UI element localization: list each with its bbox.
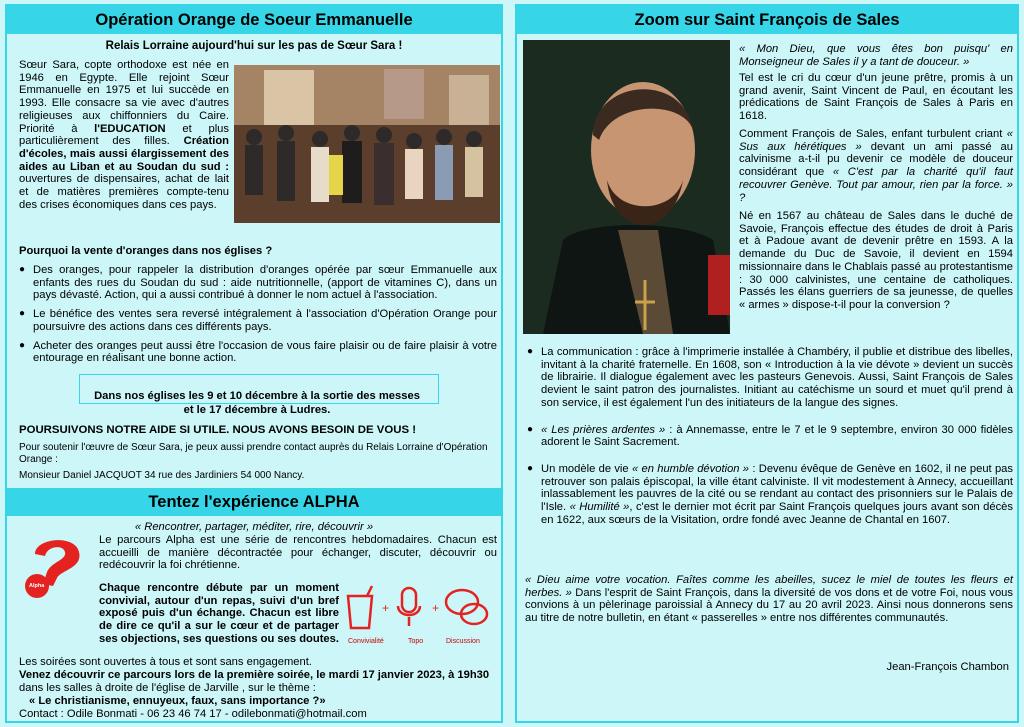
- sara-intro: [19, 59, 229, 211]
- alpha-para-1: Le parcours Alpha est une série de rencontres hebdomadaires. Chacun est accueilli de manière décontractée pour échanger, discuter, découvrir ou redécouvrir la foi chrétienne.: [99, 534, 497, 572]
- closing-para: [525, 574, 1013, 625]
- dates-line-2: et le 17 décembre à Ludres.: [183, 404, 331, 416]
- prayers-quote: « Les prières ardentes »: [541, 423, 666, 436]
- orange-title: Opération Orange de Soeur Emmanuelle: [7, 6, 501, 34]
- support-text: Pour soutenir l'œuvre de Sœur Sara, je peux aussi prendre contact auprès du Relais Lorraine d'Opération Orange :: [19, 442, 488, 465]
- orange-bullets: [17, 264, 497, 365]
- intro-text-3: et plus particulièrement des filles.: [19, 122, 229, 148]
- icon-label-1: Convivialité: [348, 638, 384, 645]
- microphone-icon: [402, 588, 416, 612]
- model-text-c: : Devenu évêque de Genève en 1602, il ne peut pas retrouver son palais épiscopal, la ville étant calviniste. Il vit modestement à Annecy, accueillant inlassablement les pauvres de la cité ou se rendant au contact des prisonniers sur le Palais de l'Isle.: [541, 462, 1013, 514]
- dates-line-1: Dans nos églises les 9 et 10 décembre à la sortie des messes: [94, 390, 420, 402]
- intro-education: l'EDUCATION: [94, 122, 166, 135]
- zoom-para-1: Tel est le cri du cœur d'un jeune prêtre, promis à un grand avenir, Saint Vincent de Paul, en écoutant les prédications de Saint François de Sales à Paris en 1618.: [739, 72, 1013, 123]
- bullet-model-life: [525, 463, 1013, 527]
- model-text-e: , c'est le dernier mot écrit par Saint François quelques jours avant son décès en 1622, aux sœurs de la Visitation, ordre fondé avec Jeanne de Chantal en 1607.: [541, 501, 1013, 526]
- vincent-quote: « Mon Dieu, que vous êtes bon puisqu' en Monseigneur de Sales il y a tant de douceur. »: [739, 43, 1013, 68]
- bullet-item: ● Le bénéfice des ventes sera reversé intégralement à l'association d'Opération Orange pour poursuivre des actions dans ces différents pays.: [17, 308, 497, 333]
- zoom-para-2: [739, 128, 1013, 204]
- zoom-bullets: [525, 346, 1013, 526]
- alpha-logo: [21, 534, 89, 600]
- saint-portrait: [523, 40, 730, 334]
- alpha-icons: [342, 584, 492, 650]
- alpha-contact: Contact : Odile Bonmati - 06 23 46 74 17 - odilebonmati@hotmail.com: [19, 708, 367, 720]
- left-column: [5, 4, 503, 723]
- call-to-action: POURSUIVONS NOTRE AIDE SI UTILE. NOUS AVONS BESOIN DE VOUS !: [19, 424, 417, 436]
- model-quote-devotion: « en humble dévotion »: [631, 462, 750, 475]
- contact-text: Monsieur Daniel JACQUOT 34 rue des Jardiniers 54 000 Nancy.: [19, 470, 305, 481]
- alpha-logo-icon: [21, 534, 89, 600]
- svg-text:+: +: [432, 601, 440, 615]
- alpha-icons-graphic: [342, 584, 492, 636]
- model-quote-humility: « Humilité »: [569, 501, 630, 514]
- alpha-quote: « Rencontrer, partager, méditer, rire, découvrir »: [134, 521, 374, 533]
- p2-text-c: devant un ami passé au calvinisme a-t-il pu devenir ce modèle de douceur considérant que: [739, 140, 1013, 179]
- cup-icon: [348, 596, 372, 628]
- alpha-para-2: Chaque rencontre débute par un moment convivial, autour d'un repas, suivi d'un bref exposé puis d'un échange. Chacun est libre de dire ce qu'il a sur le cœur et de partager ses objections, ses questions ou ses doutes.: [99, 582, 339, 645]
- bullet-item: ● Des oranges, pour rappeler la distribution d'oranges opérée par sœur Emmanuelle aux enfants des rues du Soudan du sud : aide nutritionnelle, (apport de vitamines C), dans un pays dévasté. Action, qui a aussi contribué à donner le nom actuel à l'association.: [17, 264, 497, 302]
- saint-portrait-image: [523, 40, 730, 334]
- right-column: [515, 4, 1019, 723]
- prayers-text: : à Annemasse, entre le 7 et le 9 septembre, environ 30 000 fidèles adorent le Saint Sacrement.: [541, 423, 1013, 449]
- alpha-location: dans les salles à droite de l'église de Jarville , sur le thème :: [19, 681, 316, 694]
- alpha-para-4: [19, 669, 499, 694]
- zoom-para-3: Né en 1567 au château de Sales dans le duché de Savoie, François effectue des études de droit à Paris et à Padoue avant de devenir prêtre en 1593. A la demande du Duc de Savoie, il devient en 1594 missionnaire dans le Chablais passé au protestantisme : 30 000 calvinistes, une centaine de catholiques. Passés les élans guerriers de sa jeunesse, de quelles « armes » dispose-t-il pour la conversion ?: [739, 210, 1013, 311]
- p2-text-a: Comment François de Sales, enfant turbulent criant: [739, 128, 1007, 140]
- alpha-logo-text: Alpha: [29, 583, 45, 589]
- bees-quote: « Dieu aime votre vocation. Faîtes comme les abeilles, sucez le miel de toutes les fleurs et herbes. »: [525, 574, 1013, 599]
- alpha-date: Venez découvrir ce parcours lors de la première soirée, le mardi 17 janvier 2023, à 19h30: [19, 669, 490, 681]
- zoom-title: Zoom sur Saint François de Sales: [517, 6, 1017, 34]
- pilgrimage-text: Dans l'esprit de Saint François, dans la diversité de vos dons et de votre Foi, nous vous convions à un pèlerinage paroissial à Annecy du 17 au 20 avril 2023. Ainsi nous donnerons sens au titre de notre bulletin, en étant « passerelles » entre nos différentes communautés.: [525, 586, 1013, 625]
- p2-quote-heretics: « Sus aux hérétiques »: [739, 128, 1013, 153]
- icon-label-3: Discussion: [446, 638, 480, 645]
- church-group-image: [234, 65, 500, 223]
- alpha-title: Tentez l'expérience ALPHA: [7, 488, 501, 516]
- orange-subtitle: Relais Lorraine aujourd'hui sur les pas de Sœur Sara !: [105, 40, 403, 52]
- icon-label-2: Topo: [408, 638, 424, 645]
- p2-quote-charity: « C'est par la charité qu'il faut recouvrer Genève. Tout par amour, rien par la force. » ?: [739, 166, 1013, 204]
- model-text-a: Un modèle de vie: [541, 462, 632, 475]
- alpha-para-2-part: [99, 582, 339, 646]
- intro-text-5: ouvertures de dispensaires, achat de lait et de matières premières compte-tenu des crises économiques dans ces pays.: [19, 173, 229, 211]
- bullet-prayers: [525, 424, 1013, 449]
- bullet-item: ● Acheter des oranges peut aussi être l'occasion de vous faire plaisir ou de faire plaisir à votre entourage en réalisant une bonne action.: [17, 340, 497, 365]
- intro-schools: Création d'écoles, mais aussi élargissement des aides au Liban et au Soudan du sud :: [19, 135, 229, 173]
- signature: Jean-François Chambon: [886, 661, 1009, 673]
- alpha-theme: « Le christianisme, ennuyeux, faux, sans importance ?»: [29, 695, 326, 707]
- intro-text-1: Sœur Sara, copte orthodoxe est née en 1946 en Egypte. Elle rejoint Sœur Emmanuelle en 1975 et lui succède en 1993. Elle consacre sa vie avec d'autres religieuses aux chiffonniers du Caire. Priorité à: [19, 59, 229, 135]
- why-oranges-heading: Pourquoi la vente d'oranges dans nos églises ?: [19, 245, 273, 257]
- bullet-communication: ● La communication : grâce à l'imprimerie installée à Chambéry, il publie et distribue des libelles, invitant à la charité fraternelle. En 1608, son « Introduction à la vie dévote » devient un succès de librairie. Il dialogue également avec les pasteurs Genevois. Aussi, Saint François de Sales devient le saint patron des journalistes. Initiant au catéchisme un sourd et muet qu'il prend à son service, il est également l'un des initiateurs de la langue des signes.: [525, 346, 1013, 410]
- alpha-para-3: Les soirées sont ouvertes à tous et sont sans engagement.: [19, 656, 312, 668]
- svg-text:+: +: [382, 601, 390, 615]
- group-photo: [234, 65, 500, 223]
